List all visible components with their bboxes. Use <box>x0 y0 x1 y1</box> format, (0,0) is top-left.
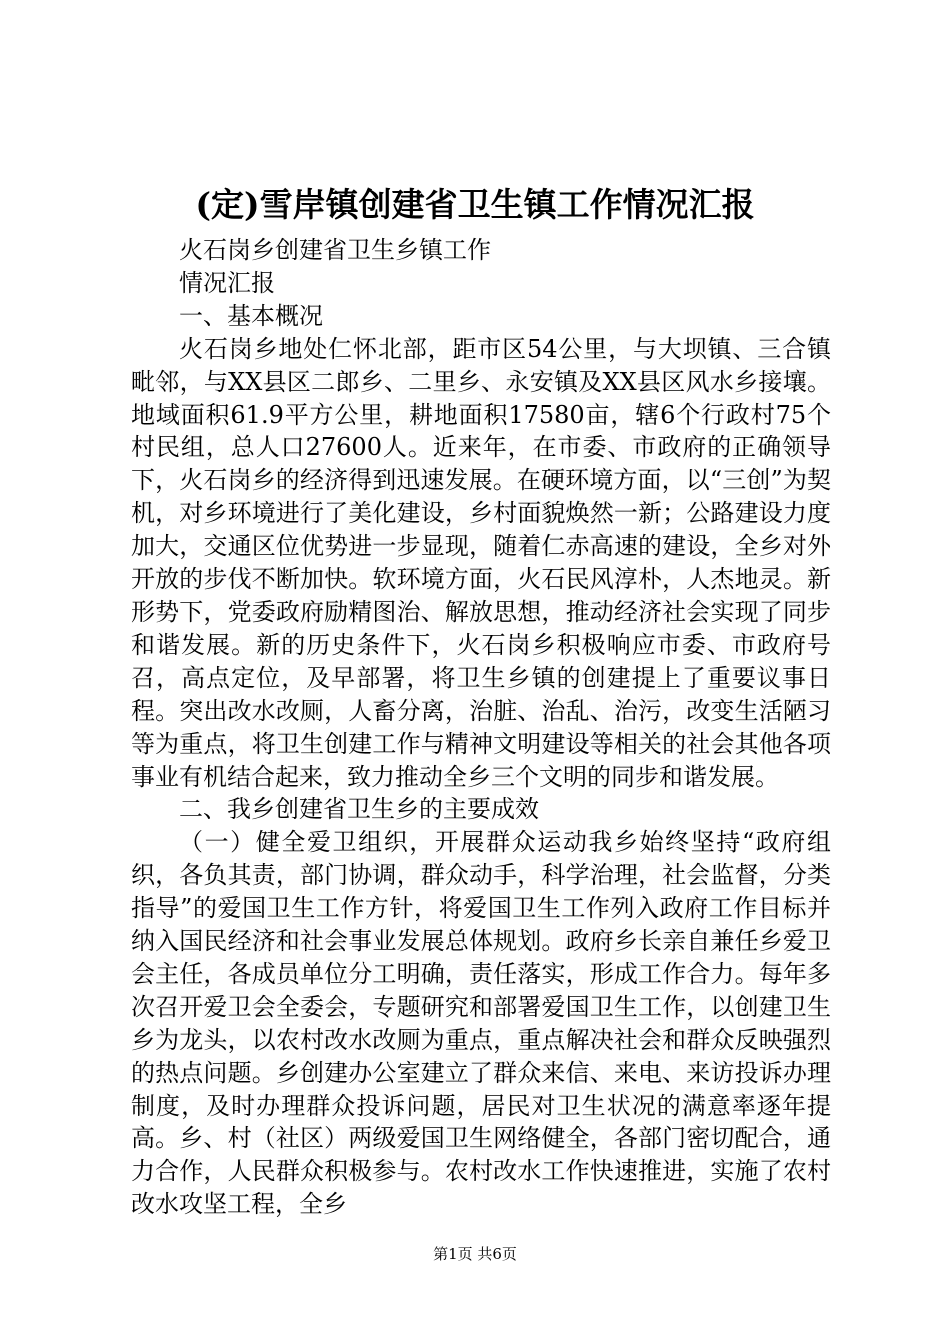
section-1-paragraph: 火石岗乡地处仁怀北部，距市区54公里，与大坝镇、三合镇毗邻，与XX县区二郎乡、二里乡、永安镇及XX县区风水乡接壤。地域面积61.9平方公里，耕地面积17580亩，辖6个行政村75个村民组，总人口27600人。近来年，在市委、市政府的正确领导下，火石岗乡的经济得到迅速发展。在硬环境方面，以“三创”为契机，对乡环境进行了美化建设，乡村面貌焕然一新；公路建设力度加大，交通区位优势进一步显现，随着仁赤高速的建设，全乡对外开放的步伐不断加快。软环境方面，火石民风淳朴，人杰地灵。新形势下，党委政府励精图治、解放思想，推动经济社会实现了同步和谐发展。新的历史条件下，火石岗乡积极响应市委、市政府号召，高点定位，及早部署，将卫生乡镇的创建提上了重要议事日程。突出改水改厕，人畜分离，治脏、治乱、治污，改变生活陋习等为重点，将卫生创建工作与精神文明建设等相关的社会其他各项事业有机结合起来，致力推动全乡三个文明的同步和谐发展。 <box>131 334 831 791</box>
document-title: (定)雪岸镇创建省卫生镇工作情况汇报 <box>195 185 755 224</box>
section-2-heading: 二、我乡创建省卫生乡的主要成效 <box>179 795 539 824</box>
subtitle-line-2: 情况汇报 <box>179 268 275 297</box>
section-1-heading: 一、基本概况 <box>179 301 323 330</box>
subtitle-line-1: 火石岗乡创建省卫生乡镇工作 <box>179 236 491 264</box>
section-2-paragraph: （一）健全爱卫组织，开展群众运动我乡始终坚持“政府组织，各负其责，部门协调，群众动手，科学治理，社会监督，分类指导”的爱国卫生工作方针，将爱国卫生工作列入政府工作目标并纳入国民经济和社会事业发展总体规划。政府乡长亲自兼任乡爱卫会主任，各成员单位分工明确，责任落实，形成工作合力。每年多次召开爱卫会全委会，专题研究和部署爱国卫生工作，以创建卫生乡为龙头，以农村改水改厕为重点，重点解决社会和群众反映强烈的热点问题。乡创建办公室建立了群众来信、来电、来访投诉办理制度，及时办理群众投诉问题，居民对卫生状况的满意率逐年提高。乡、村（社区）两级爱国卫生网络健全，各部门密切配合，通力合作，人民群众积极参与。农村改水工作快速推进，实施了农村改水攻坚工程，全乡 <box>131 828 831 1219</box>
page-footer: 第1页 共6页 <box>433 1245 517 1263</box>
document-body <box>131 234 831 1221</box>
